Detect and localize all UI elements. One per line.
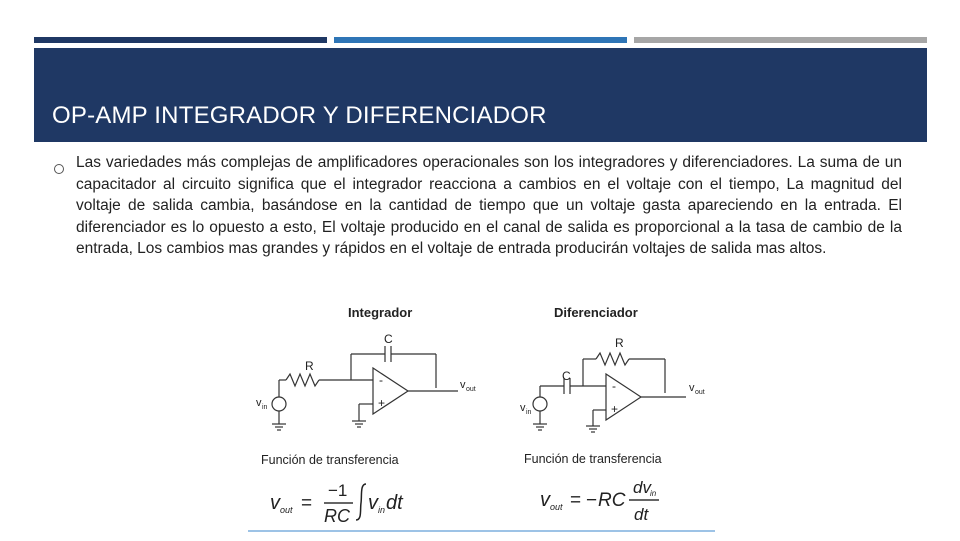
- integrator-heading: Integrador: [348, 305, 413, 320]
- svg-text:−: −: [586, 490, 598, 511]
- integrator-vin-label: v: [256, 397, 262, 409]
- svg-text:v: v: [368, 492, 378, 514]
- accent-bar-blue: [334, 37, 627, 43]
- differentiator-vout-subscript: out: [695, 389, 705, 396]
- integrator-vin-subscript: in: [262, 404, 268, 411]
- differentiator-transfer-label: Función de transferencia: [524, 452, 662, 466]
- differentiator-plus-label: +: [611, 402, 619, 416]
- integrator-vout-label: v: [460, 379, 466, 391]
- differentiator-resistor-label: R: [615, 336, 624, 350]
- svg-text:RC: RC: [598, 490, 626, 511]
- svg-text:out: out: [280, 505, 293, 515]
- integrator-transfer-label: Función de transferencia: [261, 453, 399, 467]
- svg-text:out: out: [550, 502, 563, 512]
- differentiator-vout-label: v: [689, 382, 695, 394]
- bullet-circle-icon: [54, 164, 64, 174]
- svg-text:=: =: [301, 493, 313, 514]
- differentiator-vin-label: v: [520, 402, 526, 414]
- slide-body-paragraph: Las variedades más complejas de amplificadores operacionales son los integradores y diferenciadores. La suma de un capacitador al circuito significa que el integrador reacciona a cambios en el voltaje con el tiempo, La magnitud del voltaje de salida cambia, basándose en la cantidad de tiempo que un voltaje gasta apareciendo en la entrada. El diferenciador es lo opuesto a esto, El voltaje producido en el canal de salida es proporcional a la tasa de cambio de la entrada, Los cambios mas grandes y rápidos en el voltaje de entrada producirán voltajes de salida mas altos.: [76, 154, 902, 257]
- differentiator-vin-subscript: in: [526, 409, 532, 416]
- svg-text:v: v: [270, 492, 280, 514]
- differentiator-minus-label: -: [612, 379, 616, 393]
- integrator-resistor-label: R: [305, 359, 314, 373]
- integrator-plus-label: +: [378, 396, 386, 410]
- differentiator-heading: Diferenciador: [554, 305, 638, 320]
- opamp-circuits-figure: [248, 296, 715, 536]
- differentiator-formula: [540, 478, 657, 524]
- circuits-diagram: [248, 296, 715, 536]
- svg-text:in: in: [650, 489, 657, 498]
- svg-text:dt: dt: [386, 492, 403, 514]
- integrator-vout-subscript: out: [466, 386, 476, 393]
- accent-bar-gray: [634, 37, 927, 43]
- svg-text:−1: −1: [328, 481, 348, 500]
- svg-text:v: v: [540, 489, 550, 511]
- slide-title: OP-AMP INTEGRADOR Y DIFERENCIADOR: [52, 102, 547, 129]
- integrator-minus-label: -: [379, 373, 383, 387]
- svg-text:RC: RC: [324, 506, 350, 526]
- accent-bar-dark-blue: [34, 37, 327, 43]
- differentiator-capacitor-label: C: [562, 369, 571, 383]
- svg-text:dv: dv: [633, 478, 651, 497]
- figure-bottom-rule: [248, 530, 715, 532]
- svg-text:=: =: [570, 490, 582, 511]
- svg-text:dt: dt: [634, 505, 649, 524]
- svg-text:in: in: [378, 505, 386, 515]
- integrator-capacitor-label: C: [384, 332, 393, 346]
